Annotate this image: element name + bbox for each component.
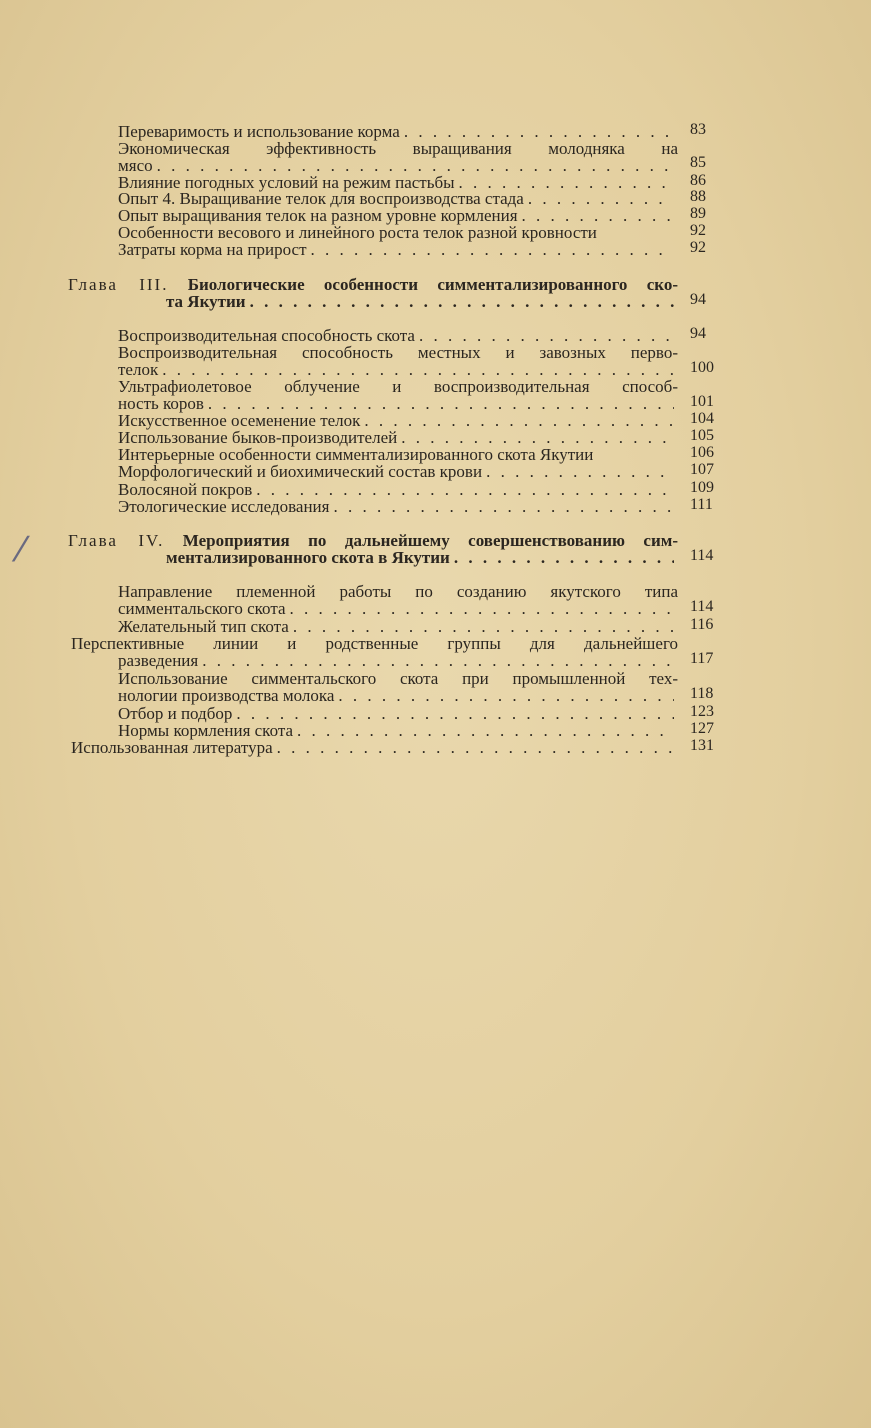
chapter-title: Биологические особенности симментализированного ско- <box>187 275 678 294</box>
toc-page-number: 114 <box>690 598 714 615</box>
dot-leader <box>236 705 674 722</box>
toc-page-number: 100 <box>690 359 714 376</box>
toc-page-number: 101 <box>690 393 714 410</box>
toc-page-number: 88 <box>690 188 706 205</box>
dot-leader <box>297 722 674 739</box>
toc-entry-title: Интерьерные особенности симментализированного скота Якутии <box>118 445 594 464</box>
toc-entry <box>118 670 678 704</box>
toc-entry <box>118 241 678 258</box>
dot-leader <box>250 293 674 310</box>
toc-page-number: 83 <box>690 121 706 138</box>
chapter-number: Глава III. <box>68 275 169 294</box>
toc-entry-title: Использование симментальского скота при промышленной тех- <box>118 669 678 688</box>
toc-page-number: 92 <box>690 239 706 256</box>
toc-entry <box>118 463 678 480</box>
chapter-heading <box>68 532 678 566</box>
toc-entry-title: Волосяной покров <box>118 480 253 499</box>
dot-leader <box>419 327 674 344</box>
toc-entry <box>118 429 678 446</box>
toc-entry <box>118 498 678 515</box>
toc-entry <box>71 635 678 669</box>
toc-entry <box>118 123 678 140</box>
chapter-number: Глава IV. <box>68 531 165 550</box>
toc-entry-title: Направление племенной работы по созданию якутского типа <box>118 582 678 601</box>
toc-page-number: 85 <box>690 154 706 171</box>
toc-page-number: 116 <box>690 616 714 633</box>
toc-entry-title: Опыт 4. Выращивание телок для воспроизводства стада <box>118 189 524 208</box>
toc-entry-title: Морфологический и биохимический состав крови <box>118 462 483 481</box>
toc-entry <box>118 224 678 241</box>
toc-page-number: 94 <box>690 291 706 308</box>
toc-entry-title: Переваримость и использование корма <box>118 122 400 141</box>
toc-entry <box>118 344 678 378</box>
toc-entry <box>71 739 678 756</box>
toc-page-number: 131 <box>690 737 714 754</box>
toc-entry <box>118 412 678 429</box>
toc-entry-title-cont: разведения <box>118 651 199 670</box>
dot-leader <box>486 463 674 480</box>
toc-entry <box>118 583 678 617</box>
toc-entry-title-cont: ность коров <box>118 394 204 413</box>
toc-entry-title: Воспроизводительная способность местных и завозных перво- <box>118 343 678 362</box>
chapter-title: Мероприятия по дальнейшему совершенствованию сим- <box>182 531 678 550</box>
dot-leader <box>454 549 674 566</box>
toc-entry-title-cont: мясо <box>118 156 153 175</box>
toc-entry-title-cont: телок <box>118 360 159 379</box>
toc-entry-title-cont: симментальского скота <box>118 599 286 618</box>
toc-entry-title: Желательный тип скота <box>118 617 289 636</box>
toc-entry-title: Этологические исследования <box>118 497 330 516</box>
dot-leader <box>311 241 674 258</box>
toc-page-number: 104 <box>690 410 714 427</box>
toc-page-number: 94 <box>690 325 706 342</box>
toc-page-number: 118 <box>690 685 714 702</box>
toc-entry <box>118 481 678 498</box>
dot-leader <box>277 739 674 756</box>
toc-entry <box>118 446 678 463</box>
chapter-title-cont: ментализированного скота в Якутии <box>166 548 450 567</box>
toc-entry <box>118 190 678 207</box>
dot-leader <box>293 618 674 635</box>
dot-leader <box>256 481 674 498</box>
chapter-title-cont: та Якутии <box>166 292 246 311</box>
toc-page-number: 114 <box>690 547 714 564</box>
toc-entry-title: Воспроизводительная способность скота <box>118 326 415 345</box>
toc-entry-title: Влияние погодных условий на режим пастьбы <box>118 173 455 192</box>
toc-entry-title: Использованная литература <box>71 738 273 757</box>
toc-page-number: 107 <box>690 461 714 478</box>
toc-entry-title-cont: нологии производства молока <box>118 686 335 705</box>
margin-pencil-mark: ⁄ <box>18 530 24 570</box>
toc-entry <box>118 207 678 224</box>
toc-page-number: 109 <box>690 479 714 496</box>
toc-entry-title: Использование быков-производителей <box>118 428 398 447</box>
dot-leader <box>162 361 674 378</box>
toc-entry-title: Искусственное осеменение телок <box>118 411 361 430</box>
dot-leader <box>333 498 674 515</box>
toc-page-number: 127 <box>690 720 714 737</box>
dot-leader <box>208 395 674 412</box>
dot-leader <box>157 157 674 174</box>
toc-page-number: 123 <box>690 703 714 720</box>
toc-entry <box>118 378 678 412</box>
toc-entry-title: Опыт выращивания телок на разном уровне кормления <box>118 206 518 225</box>
toc-entry-title: Ультрафиолетовое облучение и воспроизводительная способ- <box>118 377 678 396</box>
toc-page-number: 117 <box>690 650 714 667</box>
dot-leader <box>404 123 674 140</box>
toc-entry-title: Экономическая эффективность выращивания молодняка на <box>118 139 678 158</box>
toc-entry <box>118 140 678 174</box>
dot-leader <box>364 412 674 429</box>
dot-leader <box>290 600 674 617</box>
dot-leader <box>338 687 674 704</box>
toc-entry <box>118 618 678 635</box>
toc-entry-title: Отбор и подбор <box>118 704 233 723</box>
chapter-heading <box>68 276 678 310</box>
toc-page-number: 105 <box>690 427 714 444</box>
toc-page-number: 86 <box>690 172 706 189</box>
toc-entry-title: Нормы кормления скота <box>118 721 294 740</box>
toc-entry-title: Затраты корма на прирост <box>118 240 307 259</box>
toc-page-number: 89 <box>690 205 706 222</box>
dot-leader <box>522 207 674 224</box>
toc-entry <box>118 327 678 344</box>
dot-leader <box>202 652 674 669</box>
dot-leader <box>401 429 674 446</box>
toc-page-number: 106 <box>690 444 714 461</box>
toc-page-number: 92 <box>690 222 706 239</box>
toc-entry-title: Особенности весового и линейного роста телок разной кровности <box>118 223 597 242</box>
toc-entry <box>118 705 678 722</box>
toc-entry <box>118 722 678 739</box>
dot-leader <box>528 190 674 207</box>
toc-entry-title: Перспективные линии и родственные группы для дальнейшего <box>71 634 678 653</box>
toc-page-number: 111 <box>690 496 713 513</box>
